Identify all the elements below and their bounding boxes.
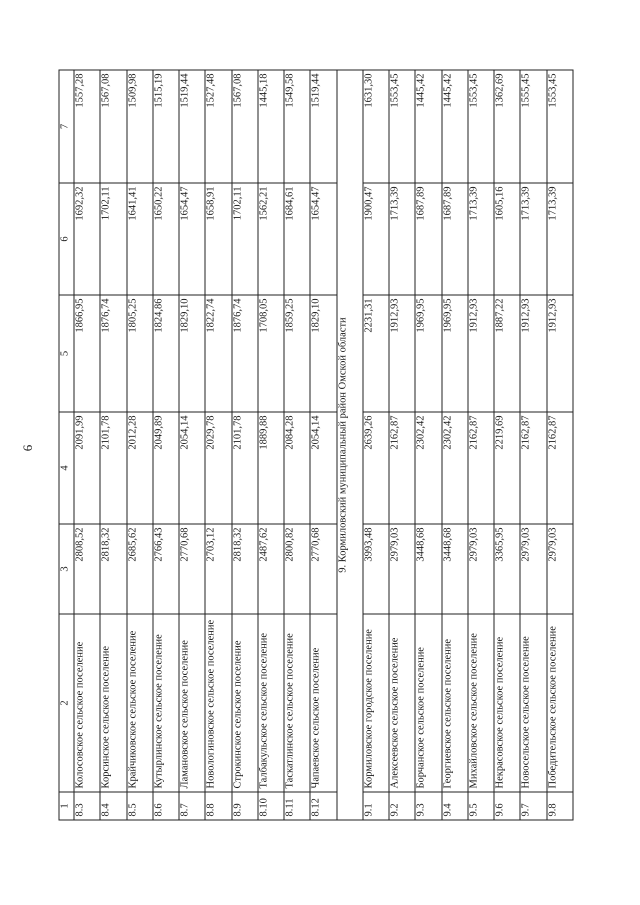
value-cell: 1519,44 xyxy=(179,70,205,183)
header-cell: 3 xyxy=(59,524,74,614)
value-cell: 3365,95 xyxy=(494,524,520,614)
value-cell: 1829,10 xyxy=(179,295,205,412)
value-cell: 2162,87 xyxy=(389,412,415,524)
value-cell: 1702,11 xyxy=(232,183,258,295)
section-row xyxy=(337,70,363,820)
value-cell: 1708,05 xyxy=(258,295,284,412)
table-row xyxy=(284,70,310,820)
value-cell: 2162,87 xyxy=(520,412,546,524)
row-number-cell: 8.6 xyxy=(153,792,179,820)
header-cell: 5 xyxy=(59,295,74,412)
settlement-name-cell: Чапаевское сельское поселение xyxy=(310,614,336,792)
value-cell: 1687,89 xyxy=(415,183,441,295)
value-cell: 1605,16 xyxy=(494,183,520,295)
value-cell: 1567,08 xyxy=(100,70,126,183)
header-cell: 1 xyxy=(59,792,74,820)
value-cell: 1859,25 xyxy=(284,295,310,412)
settlement-name-cell: Кутырлинское сельское поселение xyxy=(153,614,179,792)
settlement-name-cell: Крайчиковское сельское поселение xyxy=(127,614,153,792)
row-number-cell: 9.1 xyxy=(363,792,389,820)
settlement-name-cell: Михайловское сельское поселение xyxy=(468,614,494,792)
value-cell: 2054,14 xyxy=(310,412,336,524)
settlement-name-cell: Победительское сельское поселение xyxy=(547,614,574,792)
row-number-cell: 9.5 xyxy=(468,792,494,820)
value-cell: 1553,45 xyxy=(547,70,574,183)
settlement-name-cell: Таскатлинское сельское поселение xyxy=(284,614,310,792)
table-row xyxy=(547,70,574,820)
value-cell: 1805,25 xyxy=(127,295,153,412)
value-cell: 1362,69 xyxy=(494,70,520,183)
row-number-cell: 8.8 xyxy=(205,792,231,820)
value-cell: 1713,39 xyxy=(389,183,415,295)
value-cell: 2703,12 xyxy=(205,524,231,614)
settlement-name-cell: Кормиловское городское поселение xyxy=(363,614,389,792)
value-cell: 2091,99 xyxy=(74,412,100,524)
row-number-cell: 9.7 xyxy=(520,792,546,820)
value-cell: 1912,93 xyxy=(547,295,574,412)
settlement-name-cell: Колосовское сельское поселение xyxy=(74,614,100,792)
value-cell: 1567,08 xyxy=(232,70,258,183)
value-cell: 2219,69 xyxy=(494,412,520,524)
value-cell: 2685,62 xyxy=(127,524,153,614)
header-row xyxy=(59,70,74,820)
row-number-cell: 9.3 xyxy=(415,792,441,820)
value-cell: 1562,21 xyxy=(258,183,284,295)
settlement-name-cell: Корсинское сельское поселение xyxy=(100,614,126,792)
row-number-cell: 9.6 xyxy=(494,792,520,820)
value-cell: 1654,47 xyxy=(310,183,336,295)
table-row xyxy=(520,70,546,820)
value-cell: 1654,47 xyxy=(179,183,205,295)
value-cell: 2162,87 xyxy=(468,412,494,524)
row-number-cell: 9.8 xyxy=(547,792,574,820)
value-cell: 1912,93 xyxy=(389,295,415,412)
value-cell: 2979,03 xyxy=(520,524,546,614)
value-cell: 2800,82 xyxy=(284,524,310,614)
value-cell: 1641,41 xyxy=(127,183,153,295)
settlement-name-cell: Строкинское сельское поселение xyxy=(232,614,258,792)
value-cell: 3993,48 xyxy=(363,524,389,614)
value-cell: 1509,98 xyxy=(127,70,153,183)
value-cell: 1713,39 xyxy=(520,183,546,295)
row-number-cell: 8.3 xyxy=(74,792,100,820)
settlement-name-cell: Талбакульское сельское поселение xyxy=(258,614,284,792)
value-cell: 1876,74 xyxy=(100,295,126,412)
value-cell: 1557,28 xyxy=(74,70,100,183)
value-cell: 2084,28 xyxy=(284,412,310,524)
value-cell: 1553,45 xyxy=(389,70,415,183)
value-cell: 2770,68 xyxy=(179,524,205,614)
value-cell: 1866,95 xyxy=(74,295,100,412)
value-cell: 1887,22 xyxy=(494,295,520,412)
value-cell: 1969,95 xyxy=(415,295,441,412)
value-cell: 1713,39 xyxy=(547,183,574,295)
value-cell: 1876,74 xyxy=(232,295,258,412)
settlement-name-cell: Новологиновское сельское поселение xyxy=(205,614,231,792)
table-row xyxy=(74,70,100,820)
table-row xyxy=(442,70,468,820)
table-row xyxy=(179,70,205,820)
settlement-name-cell: Некрасовское сельское поселение xyxy=(494,614,520,792)
header-cell: 7 xyxy=(59,70,74,183)
table-row xyxy=(310,70,336,820)
value-cell: 2818,32 xyxy=(100,524,126,614)
value-cell: 1549,58 xyxy=(284,70,310,183)
value-cell: 1631,30 xyxy=(363,70,389,183)
value-cell: 2012,28 xyxy=(127,412,153,524)
settlement-name-cell: Новосельское сельское поселение xyxy=(520,614,546,792)
value-cell: 2049,89 xyxy=(153,412,179,524)
table-body xyxy=(74,70,573,820)
value-cell: 2101,78 xyxy=(232,412,258,524)
value-cell: 3448,68 xyxy=(415,524,441,614)
value-cell: 1553,45 xyxy=(468,70,494,183)
row-number-cell: 9.2 xyxy=(389,792,415,820)
table-row xyxy=(205,70,231,820)
row-number-cell: 8.7 xyxy=(179,792,205,820)
value-cell: 1822,74 xyxy=(205,295,231,412)
value-cell: 1969,95 xyxy=(442,295,468,412)
page-number: 6 xyxy=(20,444,35,452)
table-row xyxy=(468,70,494,820)
row-number-cell: 8.12 xyxy=(310,792,336,820)
value-cell: 2029,78 xyxy=(205,412,231,524)
value-cell: 1519,44 xyxy=(310,70,336,183)
value-cell: 2808,52 xyxy=(74,524,100,614)
value-cell: 1702,11 xyxy=(100,183,126,295)
row-number-cell: 8.9 xyxy=(232,792,258,820)
table-row xyxy=(153,70,179,820)
value-cell: 2979,03 xyxy=(547,524,574,614)
value-cell: 1658,91 xyxy=(205,183,231,295)
settlement-name-cell: Алексеевское сельское поселение xyxy=(389,614,415,792)
table-row xyxy=(389,70,415,820)
value-cell: 1713,39 xyxy=(468,183,494,295)
section-title: 9. Кормиловский муниципальный район Омской области xyxy=(337,70,363,820)
row-number-cell: 8.4 xyxy=(100,792,126,820)
header-cell: 2 xyxy=(59,614,74,792)
value-cell: 1692,32 xyxy=(74,183,100,295)
value-cell: 1445,42 xyxy=(442,70,468,183)
value-cell: 2054,14 xyxy=(179,412,205,524)
value-cell: 1912,93 xyxy=(520,295,546,412)
row-number-cell: 8.10 xyxy=(258,792,284,820)
row-number-cell: 8.5 xyxy=(127,792,153,820)
value-cell: 2231,31 xyxy=(363,295,389,412)
value-cell: 1445,42 xyxy=(415,70,441,183)
value-cell: 2818,32 xyxy=(232,524,258,614)
value-cell: 1527,48 xyxy=(205,70,231,183)
value-cell: 1515,19 xyxy=(153,70,179,183)
value-cell: 2979,03 xyxy=(468,524,494,614)
settlement-name-cell: Георгиевское сельское поселение xyxy=(442,614,468,792)
value-cell: 1824,86 xyxy=(153,295,179,412)
header-cell: 6 xyxy=(59,183,74,295)
value-cell: 2766,43 xyxy=(153,524,179,614)
value-cell: 2770,68 xyxy=(310,524,336,614)
value-cell: 2162,87 xyxy=(547,412,574,524)
value-cell: 1687,89 xyxy=(442,183,468,295)
table-row xyxy=(258,70,284,820)
value-cell: 2101,78 xyxy=(100,412,126,524)
header-cell: 4 xyxy=(59,412,74,524)
value-cell: 2979,03 xyxy=(389,524,415,614)
value-cell: 1650,22 xyxy=(153,183,179,295)
value-cell: 3448,68 xyxy=(442,524,468,614)
value-cell: 1555,45 xyxy=(520,70,546,183)
settlement-name-cell: Борчанское сельское поселение xyxy=(415,614,441,792)
value-cell: 1445,18 xyxy=(258,70,284,183)
table-row xyxy=(127,70,153,820)
table-row xyxy=(363,70,389,820)
value-cell: 2302,42 xyxy=(442,412,468,524)
row-number-cell: 8.11 xyxy=(284,792,310,820)
value-cell: 1900,47 xyxy=(363,183,389,295)
value-cell: 1684,61 xyxy=(284,183,310,295)
table-row xyxy=(100,70,126,820)
value-cell: 2302,42 xyxy=(415,412,441,524)
table-row xyxy=(232,70,258,820)
value-cell: 1829,10 xyxy=(310,295,336,412)
rotated-table-container xyxy=(59,70,574,820)
settlement-name-cell: Ламановское сельское поселение xyxy=(179,614,205,792)
table-row xyxy=(494,70,520,820)
value-cell: 2639,26 xyxy=(363,412,389,524)
tariff-table xyxy=(59,69,574,820)
table-row xyxy=(415,70,441,820)
value-cell: 2487,62 xyxy=(258,524,284,614)
value-cell: 1912,93 xyxy=(468,295,494,412)
row-number-cell: 9.4 xyxy=(442,792,468,820)
value-cell: 1889,88 xyxy=(258,412,284,524)
